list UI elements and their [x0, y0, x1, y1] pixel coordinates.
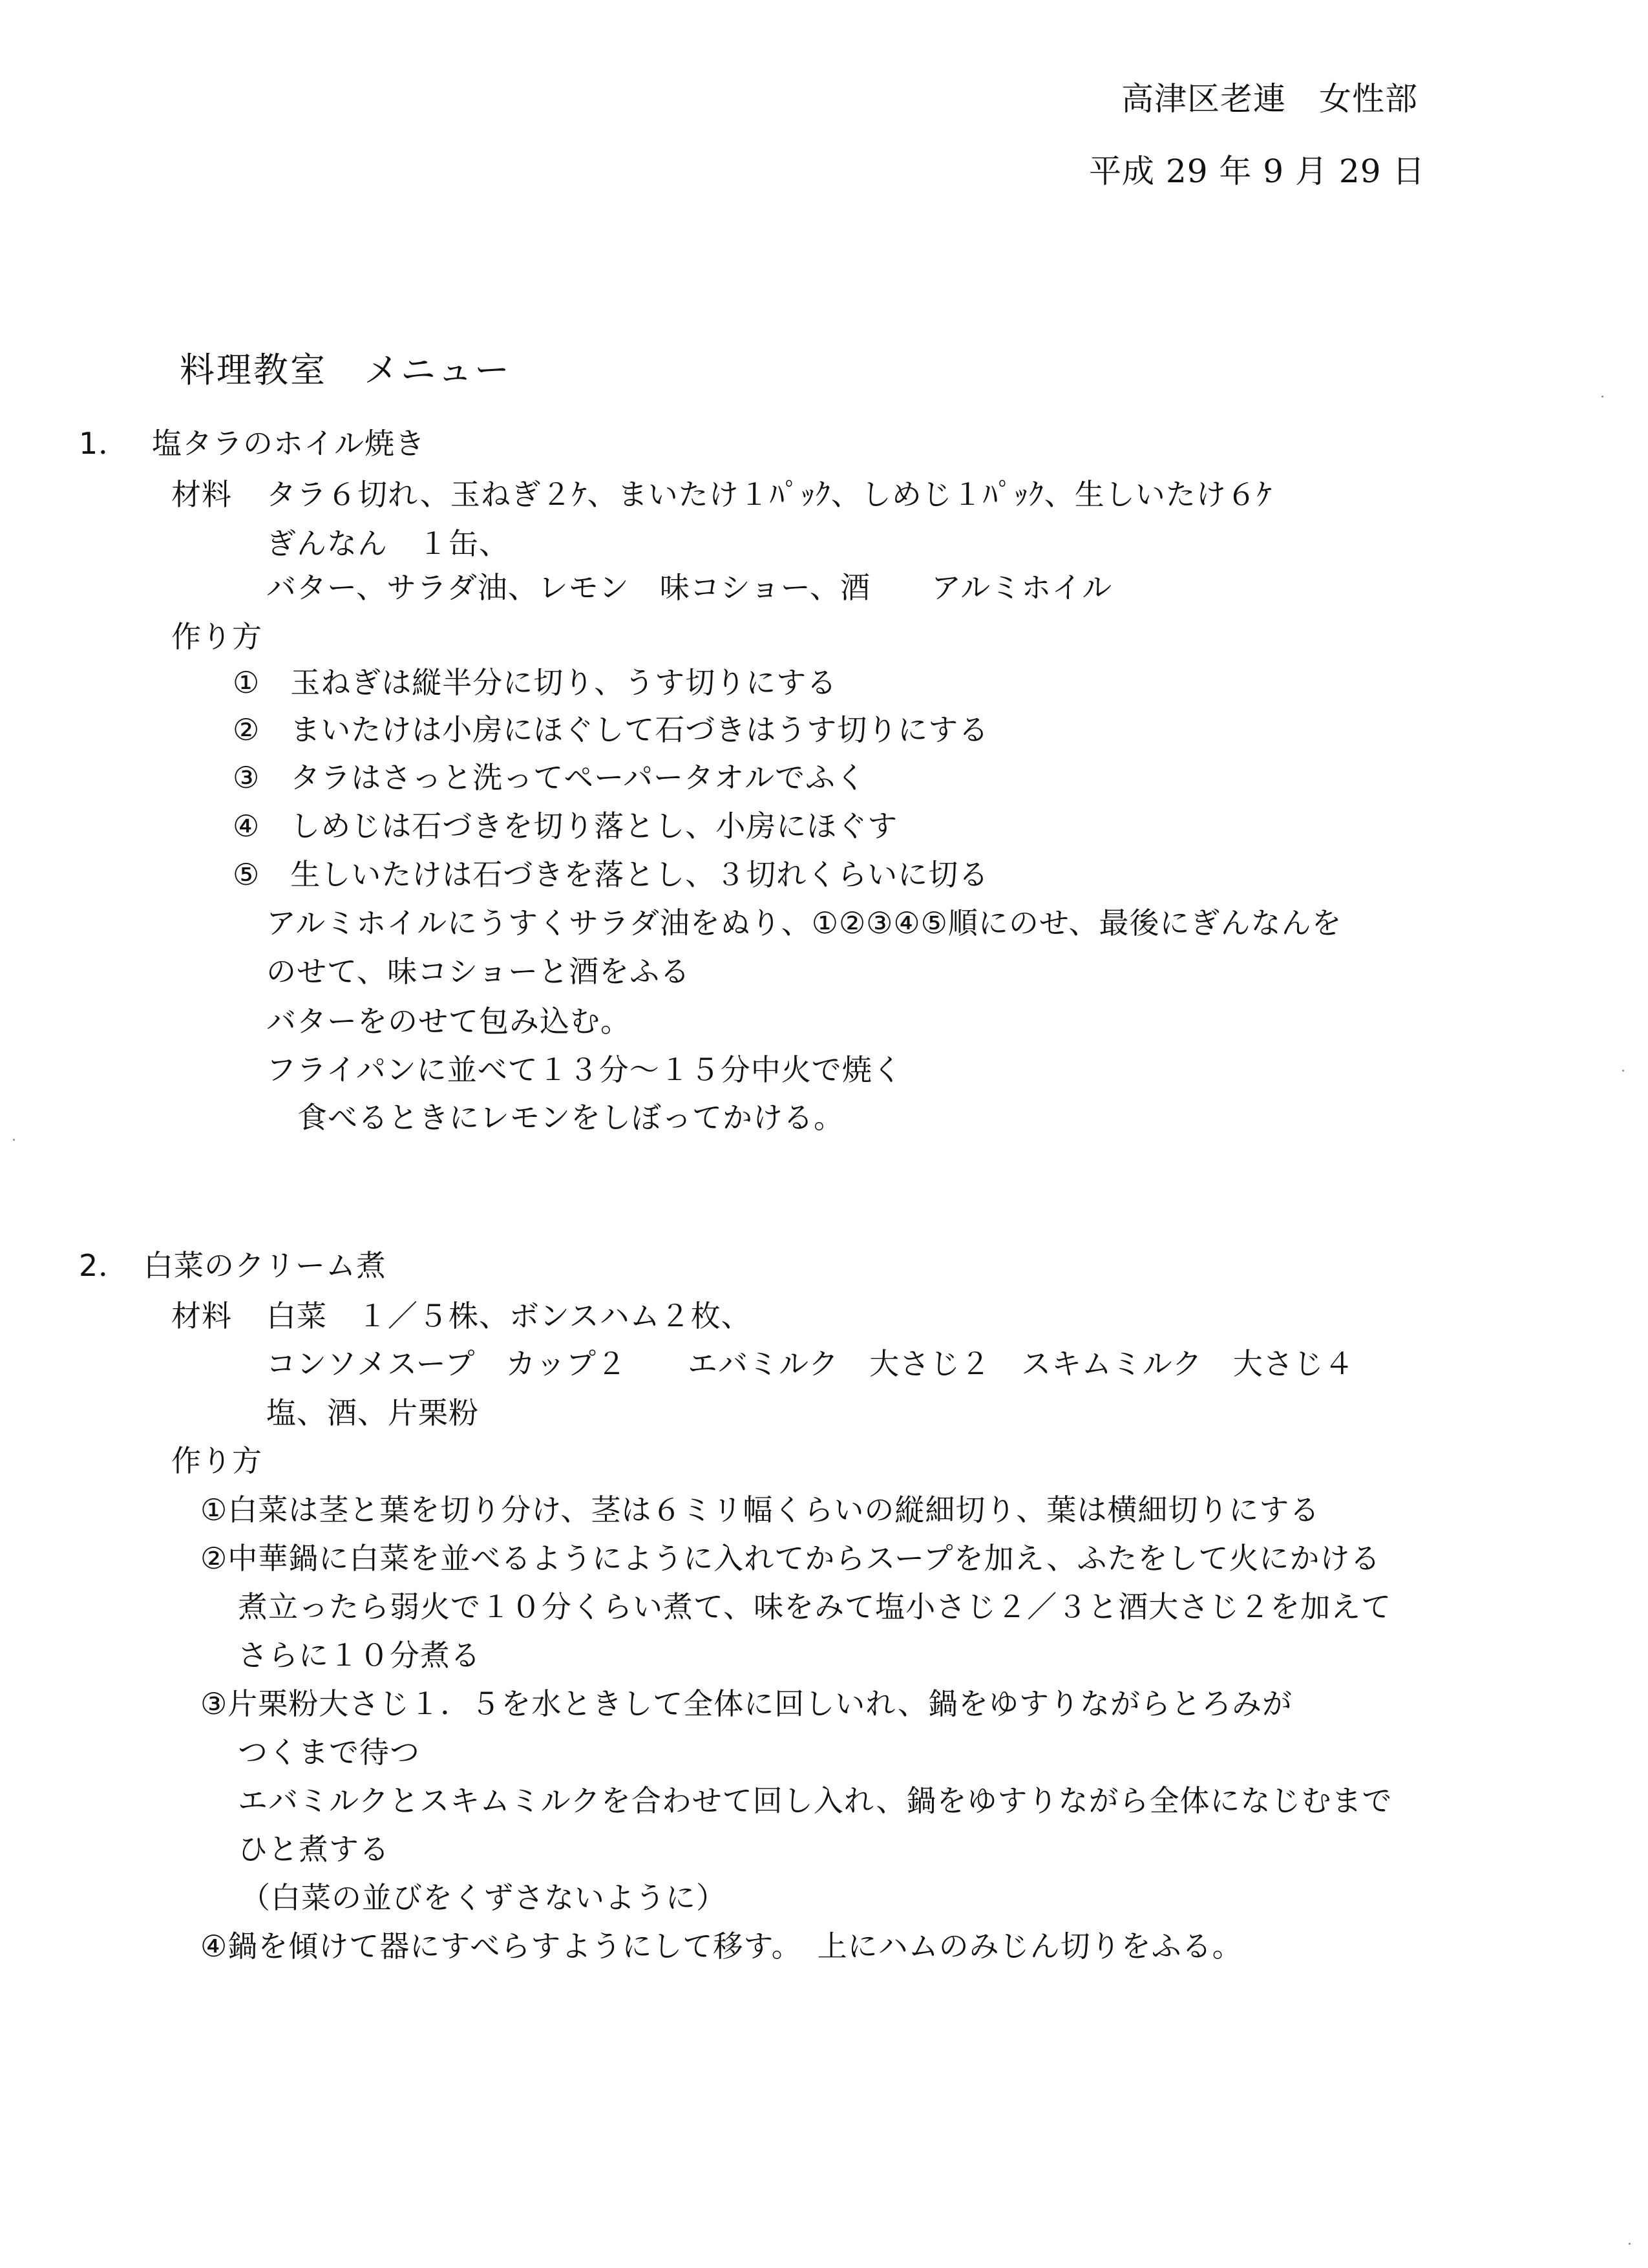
recipe1-number: 1． — [79, 426, 129, 461]
recipe2-method-line: ④鍋を傾けて器にすべらすようにして移す。 上にハムのみじん切りをふる。 — [200, 1929, 1243, 1964]
recipe2-method-line: ②中華鍋に白菜を並べるようにように入れてからスープを加え、ふたをして火にかける — [200, 1541, 1381, 1576]
recipe2-method-line: ①白菜は茎と葉を切り分け、茎は６ミリ幅くらいの縦細切り、葉は横細切りにする — [200, 1492, 1320, 1527]
recipe1-ingredients-line1: タラ６切れ、玉ねぎ２ｹ、まいたけ１ﾊﾟｯｸ、しめじ１ﾊﾟｯｸ、生しいたけ６ｹ — [266, 477, 1273, 512]
recipe2-method-line: ③片栗粉大さじ１．５を水ときして全体に回しいれ、鍋をゆすりながらとろみが — [200, 1686, 1293, 1721]
recipe1-method-label: 作り方 — [171, 619, 262, 654]
recipe1-step: ③ タラはさっと洗ってペーパータオルでふく — [233, 760, 866, 795]
scan-speck — [13, 1139, 15, 1141]
recipe1-note: バターをのせて包み込む。 — [266, 1004, 631, 1039]
document-date: 平成 29 年 9 月 29 日 — [1089, 153, 1426, 190]
recipe2-method-label: 作り方 — [171, 1443, 262, 1478]
recipe1-step: ② まいたけは小房にほぐして石づきはうす切りにする — [233, 712, 989, 747]
recipe2-ingredients-line1: 白菜 １／５株、ボンスハム２枚、 — [266, 1298, 752, 1333]
scan-speck — [1601, 396, 1603, 397]
recipe2-method-line: ひと煮する — [238, 1832, 390, 1867]
recipe1-title: 塩タラのホイル焼き — [152, 426, 425, 461]
recipe2-method-line: さらに１０分煮る — [238, 1638, 481, 1673]
recipe2-ingredients-line2: コンソメスープ カップ２ エバミルク 大さじ２ スキムミルク 大さじ４ — [266, 1346, 1355, 1381]
recipe1-note: のせて、味コショーと酒をふる — [266, 954, 691, 989]
organization-name: 高津区老連 女性部 — [1121, 80, 1418, 118]
recipe2-title: 白菜のクリーム煮 — [143, 1248, 386, 1283]
recipe1-ingredients-label: 材料 — [171, 477, 232, 512]
recipe2-number: 2． — [79, 1248, 129, 1283]
scan-speck — [1622, 1070, 1624, 1072]
recipe2-method-line: エバミルクとスキムミルクを合わせて回し入れ、鍋をゆすりながら全体になじむまで — [238, 1783, 1393, 1818]
recipe1-step: ① 玉ねぎは縦半分に切り、うす切りにする — [233, 665, 838, 700]
scan-speck — [1629, 2243, 1631, 2245]
recipe1-note: フライパンに並べて１３分～１５分中火で焼く — [266, 1052, 903, 1087]
recipe1-ingredients-line2: ぎんなん １缶、 — [266, 526, 509, 561]
recipe2-method-line: つくまで待つ — [238, 1735, 420, 1770]
recipe1-step: ④ しめじは石づきを切り落とし、小房にほぐす — [233, 809, 898, 843]
recipe1-step: ⑤ 生しいたけは石づきを落とし、３切れくらいに切る — [233, 857, 989, 892]
recipe2-ingredients-line3: 塩、酒、片栗粉 — [266, 1395, 479, 1430]
recipe1-note: 食べるときにレモンをしぼってかける。 — [297, 1100, 844, 1135]
recipe2-method-line: （白菜の並びをくずさないように） — [240, 1880, 726, 1915]
recipe1-note: アルミホイルにうすくサラダ油をぬり、①②③④⑤順にのせ、最後にぎんなんを — [266, 906, 1342, 940]
recipe2-ingredients-label: 材料 — [171, 1298, 232, 1333]
recipe2-method-line: 煮立ったら弱火で１０分くらい煮て、味をみて塩小さじ２／３と酒大さじ２を加えて — [238, 1589, 1392, 1624]
recipe1-ingredients-line3: バター、サラダ油、レモン 味コショー、酒 アルミホイル — [266, 570, 1113, 605]
document-title: 料理教室 メニュー — [180, 350, 511, 390]
